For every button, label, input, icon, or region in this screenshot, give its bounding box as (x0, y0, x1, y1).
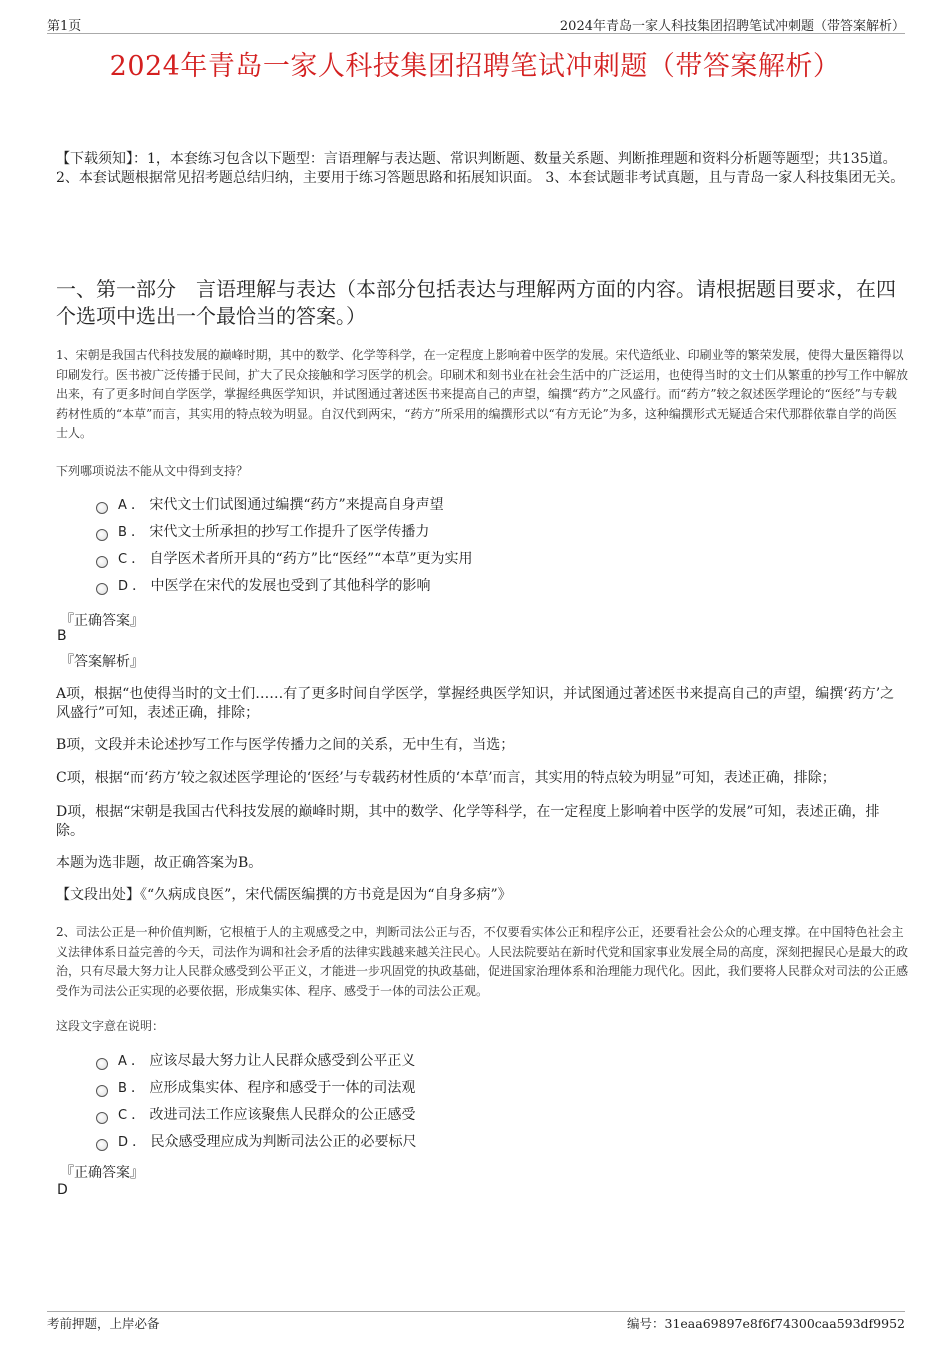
q1-answer: B (57, 628, 67, 644)
radio-icon[interactable] (96, 1085, 108, 1097)
q1-analysis-a: A项，根据“也使得当时的文士们……有了更多时间自学医学，掌握经典医学知识，并试图通过著述医书来提高自己的声望，编撰‘药方’之风盛行”可知，表述正确，排除； (56, 686, 895, 721)
q1-option-c[interactable]: C . 自学医术者所开具的“药方”比“医经”“本草”更为实用 (96, 546, 472, 573)
radio-icon[interactable] (96, 1112, 108, 1124)
q1-option-d[interactable]: D . 中医学在宋代的发展也受到了其他科学的影响 (96, 573, 472, 600)
footer-slogan: 考前押题，上岸必备 (47, 1316, 160, 1331)
footer-divider (47, 1311, 905, 1312)
radio-icon[interactable] (96, 1139, 108, 1151)
q2-options (96, 1048, 416, 1156)
q1-analysis-c: C项，根据“而‘药方’较之叙述医学理论的‘医经’与专载药材性质的‘本草’而言，其实用的特点较为明显”可知，表述正确，排除； (56, 770, 836, 786)
radio-icon[interactable] (96, 529, 108, 541)
section-heading: 一、第一部分 言语理解与表达（本部分包括表达与理解两方面的内容。请根据题目要求，在四个选项中选出一个最恰当的答案。） (56, 277, 896, 328)
q2-passage: 2、司法公正是一种价值判断，它根植于人的主观感受之中，判断司法公正与否，不仅要看实体公正和程序公正，还要看社会公众的心理支撑。在中国特色社会主义法律体系日益完善的今天，司法作为调和社会矛盾的法律实践越来越关注民心。人民法院要站在新时代党和国家事业发展全局的高度，深刻把握民心是最大的政治，只有尽最大努力让人民群众感受到公平正义，才能进一步巩固党的执政基础，促进国家治理体系和治理能力现代化。因此，我们要将人民群众对司法的公正感受作为司法公正实现的必要依据，形成集实体、程序、感受于一体的司法公正观。 (56, 925, 909, 998)
q2-option-c[interactable]: C . 改进司法工作应该聚焦人民群众的公正感受 (96, 1102, 416, 1129)
download-notice: 【下载须知】：1，本套练习包含以下题型：言语理解与表达题、常识判断题、数量关系题、判断推理题和资料分析题等题型；共135道。 2、本套试题根据常见招考题总结归纳，主要用于练习答题思路和拓展知识面。 3、本套试题非考试真题，且与青岛一家人科技集团无关。 (56, 151, 905, 186)
q1-option-a[interactable]: A . 宋代文士们试图通过编撰“药方”来提高自身声望 (96, 492, 472, 519)
q2-option-d[interactable]: D . 民众感受理应成为判断司法公正的必要标尺 (96, 1129, 416, 1156)
q1-question: 下列哪项说法不能从文中得到支持？ (56, 464, 249, 478)
q1-analysis-d: D项，根据“宋朝是我国古代科技发展的巅峰时期，其中的数学、化学等科学，在一定程度上影响着中医学的发展”可知，表述正确，排除。 (56, 804, 880, 839)
q1-options (96, 492, 472, 600)
q1-option-b[interactable]: B . 宋代文士所承担的抄写工作提升了医学传播力 (96, 519, 472, 546)
q2-answer: D (57, 1182, 68, 1198)
q1-analysis-b: B项，文段并未论述抄写工作与医学传播力之间的关系，无中生有，当选； (56, 737, 515, 753)
q2-answer-label: 『正确答案』 (60, 1165, 144, 1181)
q2-question: 这段文字意在说明： (56, 1019, 165, 1033)
radio-icon[interactable] (96, 502, 108, 514)
q1-passage: 1、宋朝是我国古代科技发展的巅峰时期，其中的数学、化学等科学，在一定程度上影响着中医学的发展。宋代造纸业、印刷业等的繁荣发展，使得大量医籍得以印刷发行。医书被广泛传播于民间，扩大了民众接触和学习医学的机会。印刷术和刻书业在社会生活中的广泛运用，也使得当时的文士们从繁重的抄写工作中解放出来，有了更多时间自学医学，掌握经典医学知识，并试图通过著述医书来提高自己的声望，编撰“药方”之风盛行。而“药方”较之叙述医学理论的“医经”与专载药材性质的“本草”而言，其实用的特点较为明显。自汉代到两宋，“药方”所采用的编撰形式以“有方无论”为多，这种编撰形式无疑适合宋代那群依靠自学的尚医士人。 (56, 348, 909, 440)
radio-icon[interactable] (96, 556, 108, 568)
footer-doc-id: 编号：31eaa69897e8f6f74300caa593df9952 (627, 1316, 905, 1331)
page-number: 第1页 (47, 19, 82, 34)
q1-analysis-label: 『答案解析』 (60, 654, 144, 670)
header-doc-title: 2024年青岛一家人科技集团招聘笔试冲刺题（带答案解析） (559, 19, 905, 34)
q1-answer-label: 『正确答案』 (60, 613, 144, 629)
q1-source: 【文段出处】《“久病成良医”，宋代儒医编撰的方书竟是因为“自身多病”》 (56, 887, 512, 903)
radio-icon[interactable] (96, 1058, 108, 1070)
q2-option-a[interactable]: A . 应该尽最大努力让人民群众感受到公平正义 (96, 1048, 416, 1075)
radio-icon[interactable] (96, 583, 108, 595)
header-divider (47, 33, 905, 34)
q2-option-b[interactable]: B . 应形成集实体、程序和感受于一体的司法观 (96, 1075, 416, 1102)
q1-analysis-conclusion: 本题为选非题，故正确答案为B。 (56, 855, 263, 871)
page-title: 2024年青岛一家人科技集团招聘笔试冲刺题（带答案解析） (109, 51, 841, 82)
